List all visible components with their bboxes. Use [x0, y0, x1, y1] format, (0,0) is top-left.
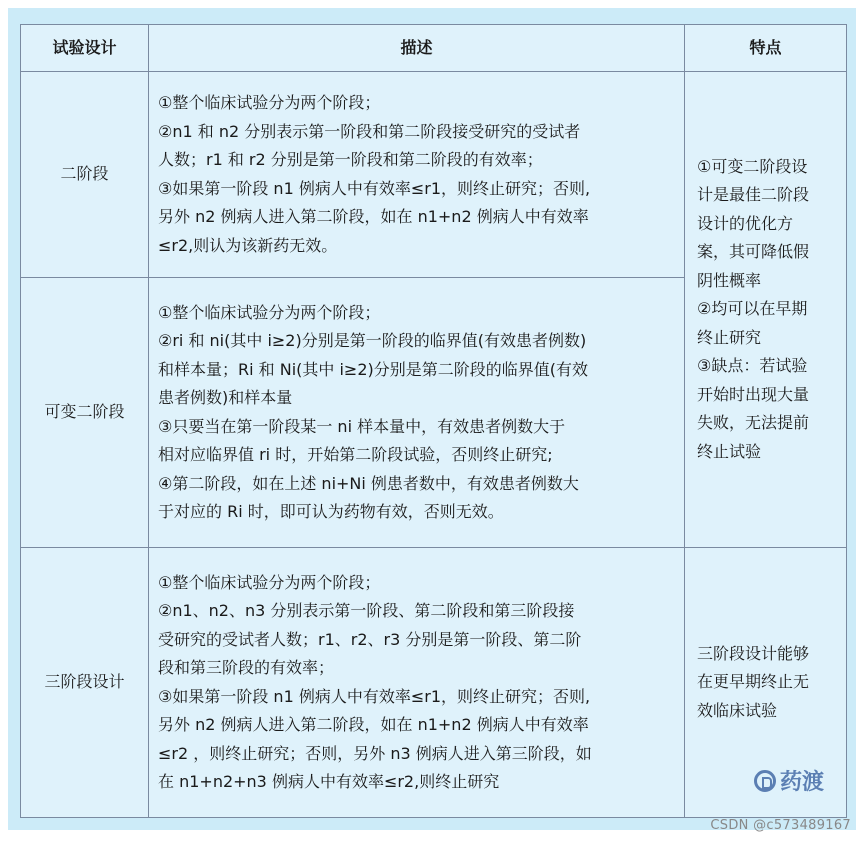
description-line: ④第二阶段，如在上述 ni+Ni 例患者数中，有效患者例数大 [158, 473, 579, 493]
trial-design-table [20, 24, 847, 818]
design-cell: 二阶段 [21, 72, 149, 278]
description-cell [149, 548, 685, 818]
table-frame [8, 8, 856, 830]
watermark-logo [754, 765, 824, 796]
feature-line: ③缺点：若试验 [697, 356, 808, 376]
description-line: 患者例数)和样本量 [158, 388, 293, 407]
description-line: ②ri 和 ni(其中 i≥2)分别是第一阶段的临界值(有效患者例数) [158, 331, 587, 350]
feature-line: 效临床试验 [697, 700, 778, 720]
feature-line: ②均可以在早期 [697, 299, 808, 319]
design-cell: 可变二阶段 [21, 278, 149, 548]
feature-line: ①可变二阶段设 [697, 156, 808, 176]
feature-line: 终止研究 [697, 327, 762, 347]
description-line: ③只要当在第一阶段某一 ni 样本量中，有效患者例数大于 [158, 416, 566, 436]
description-line: 相对应临界值 ri 时，开始第二阶段试验，否则终止研究; [158, 445, 553, 464]
header-design: 试验设计 [21, 25, 149, 72]
table-row [21, 72, 847, 278]
table-row [21, 548, 847, 818]
logo-text: 药渡 [780, 770, 825, 795]
description-line: 于对应的 Ri 时，即可认为药物有效，否则无效。 [158, 502, 504, 521]
description-cell [149, 278, 685, 548]
feature-line: 案，其可降低假 [697, 242, 810, 262]
feature-line: 计是最佳二阶段 [697, 185, 810, 205]
description-line: ≤r2,则认为该新药无效。 [158, 235, 338, 255]
description-line: 和样本量；Ri 和 Ni(其中 i≥2)分别是第二阶段的临界值(有效 [158, 359, 588, 379]
feature-line: 在更早期终止无 [697, 672, 810, 692]
feature-line: 三阶段设计能够 [697, 643, 810, 663]
description-line: 人数；r1 和 r2 分别是第一阶段和第二阶段的有效率； [158, 150, 543, 169]
description-line: 另外 n2 例病人进入第二阶段，如在 n1+n2 例病人中有效率 [158, 715, 589, 734]
description-line: 另外 n2 例病人进入第二阶段，如在 n1+n2 例病人中有效率 [158, 207, 589, 226]
credit-watermark: CSDN @c573489167 [710, 818, 851, 833]
description-line: ②n1、n2、n3 分别表示第一阶段、第二阶段和第三阶段接 [158, 601, 575, 620]
feature-cell [685, 72, 847, 548]
header-feature: 特点 [685, 25, 847, 72]
header-row [21, 25, 847, 72]
feature-line: 终止试验 [697, 441, 762, 461]
feature-line: 阴性概率 [697, 270, 762, 290]
description-line: ≤r2 ，则终止研究；否则，另外 n3 例病人进入第三阶段，如 [158, 743, 592, 763]
logo-icon [754, 770, 776, 792]
description-line: ②n1 和 n2 分别表示第一阶段和第二阶段接受研究的受试者 [158, 121, 581, 141]
description-line: ③如果第一阶段 n1 例病人中有效率≤r1，则终止研究；否则, [158, 686, 591, 706]
feature-line: 失败，无法提前 [697, 413, 810, 433]
description-line: 在 n1+n2+n3 例病人中有效率≤r2,则终止研究 [158, 772, 500, 791]
description-line: 段和第三阶段的有效率； [158, 658, 335, 677]
feature-line: 开始时出现大量 [697, 384, 810, 404]
description-line: ①整个临床试验分为两个阶段； [158, 93, 381, 112]
description-line: ③如果第一阶段 n1 例病人中有效率≤r1，则终止研究；否则, [158, 178, 591, 198]
design-cell: 三阶段设计 [21, 548, 149, 818]
description-cell [149, 72, 685, 278]
description-line: ①整个临床试验分为两个阶段； [158, 572, 381, 592]
description-line: ①整个临床试验分为两个阶段； [158, 302, 381, 322]
feature-line: 设计的优化方 [697, 213, 794, 233]
header-description: 描述 [149, 25, 685, 72]
description-line: 受研究的受试者人数；r1、r2、r3 分别是第一阶段、第二阶 [158, 629, 582, 649]
